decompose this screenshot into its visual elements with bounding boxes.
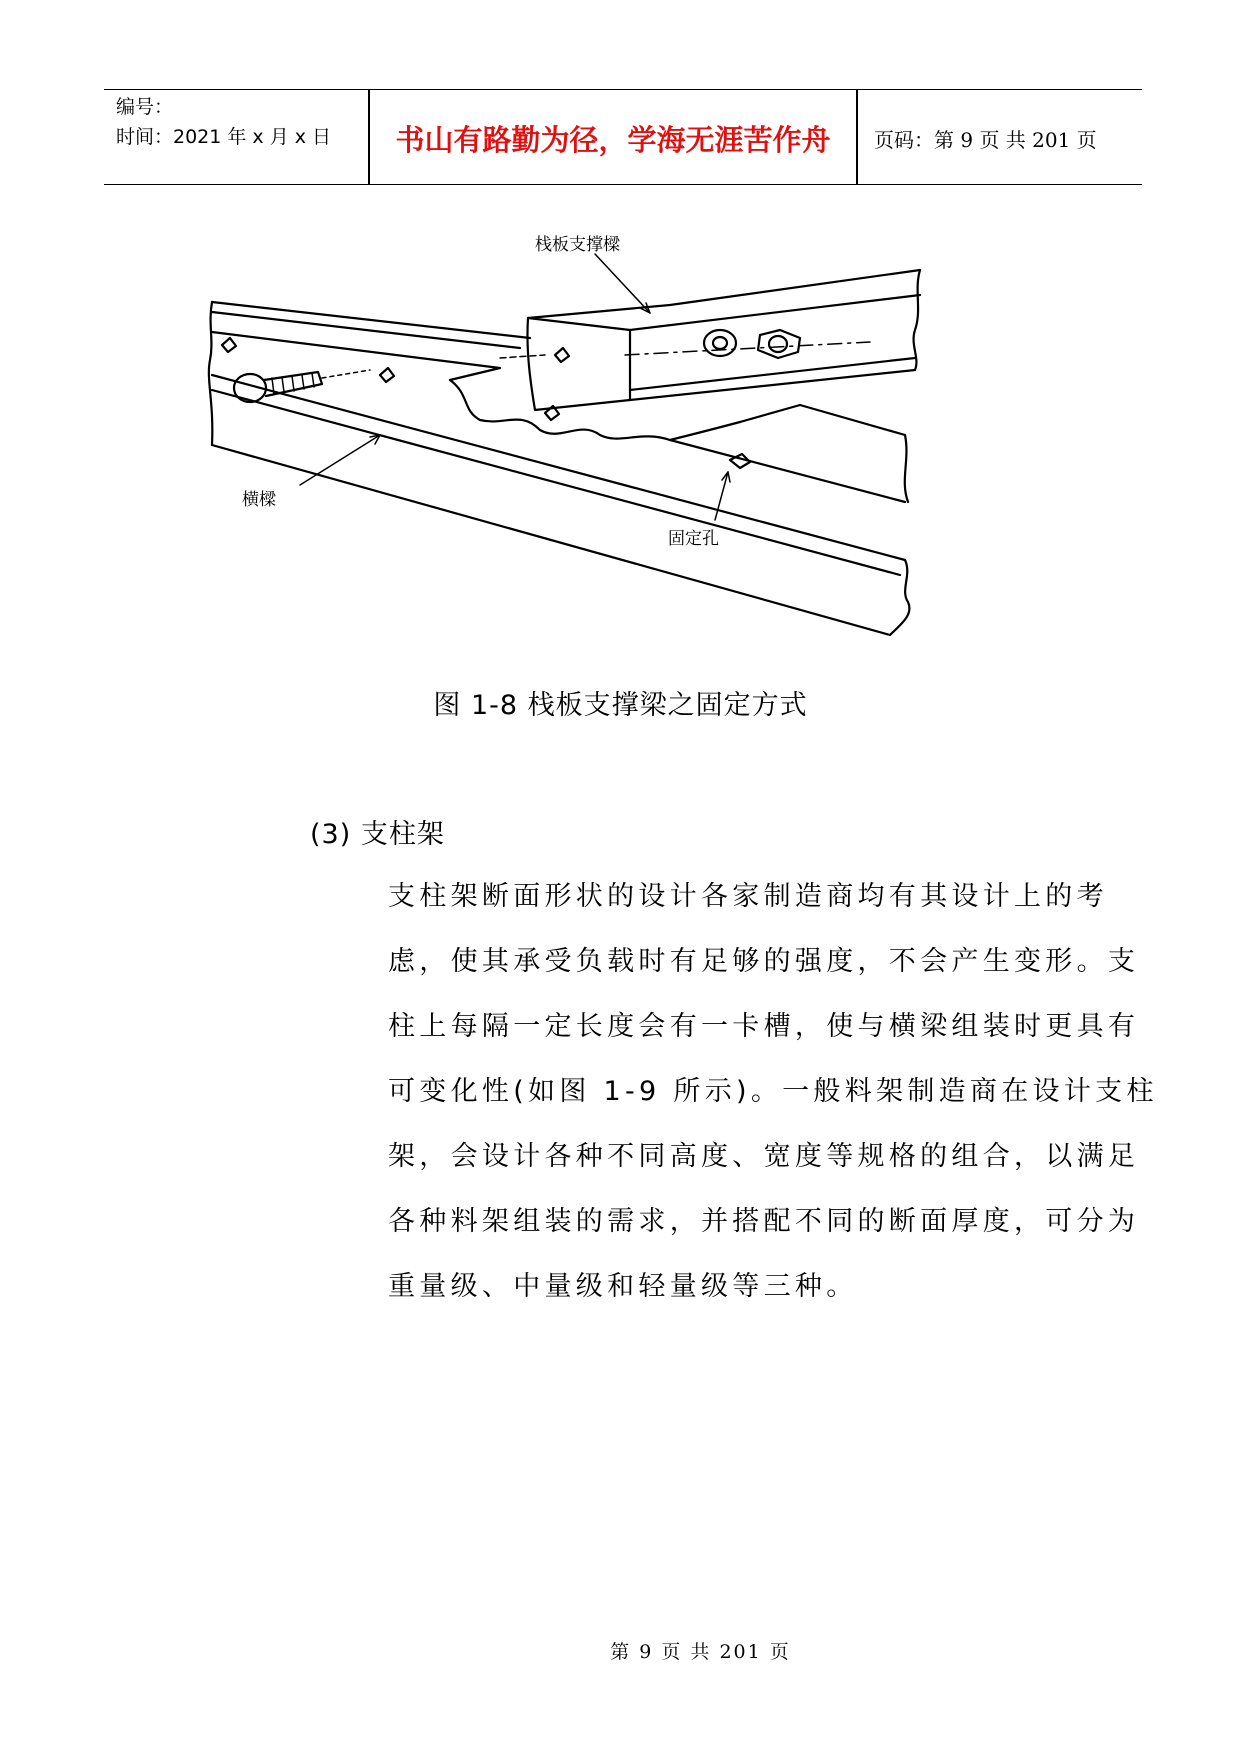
paragraph-line: 支柱架断面形状的设计各家制造商均有其设计上的考: [388, 881, 1108, 912]
figure-beam-fixing: [200, 230, 1050, 645]
document-id-label: 编号：: [116, 96, 174, 118]
document-header: [104, 89, 1142, 185]
beam-fixing-illustration: [200, 230, 1050, 645]
support-beam-label: 栈板支撑樑: [535, 235, 620, 255]
header-divider: [856, 90, 858, 184]
page-footer: 第 9 页 共 201 页: [610, 1641, 791, 1663]
header-left-cell: [104, 90, 368, 184]
crossbeam-label: 横樑: [242, 490, 276, 510]
paragraph-line: 虑，使其承受负载时有足够的强度，不会产生变形。支: [388, 946, 1140, 977]
fixing-hole-label: 固定孔: [668, 529, 719, 549]
document-time: 时间：2021 年 x 月 x 日: [116, 126, 332, 148]
body-paragraph: [388, 872, 1158, 1327]
paragraph-line: 各种料架组装的需求，并搭配不同的断面厚度，可分为: [388, 1206, 1140, 1237]
paragraph-line: 重量级、中量级和轻量级等三种。: [388, 1271, 858, 1302]
paragraph-line: 可变化性(如图 1-9 所示)。一般料架制造商在设计支柱: [388, 1076, 1158, 1107]
section-heading: (3) 支柱架: [310, 819, 445, 850]
header-page-info: 页码：第 9 页 共 201 页: [874, 128, 1097, 152]
figure-caption: 图 1-8 栈板支撑梁之固定方式: [433, 690, 808, 721]
paragraph-line: 柱上每隔一定长度会有一卡槽，使与横梁组装时更具有: [388, 1011, 1140, 1042]
header-motto: 书山有路勤为径，学海无涯苦作舟: [395, 123, 831, 157]
paragraph-line: 架，会设计各种不同高度、宽度等规格的组合，以满足: [388, 1141, 1140, 1172]
